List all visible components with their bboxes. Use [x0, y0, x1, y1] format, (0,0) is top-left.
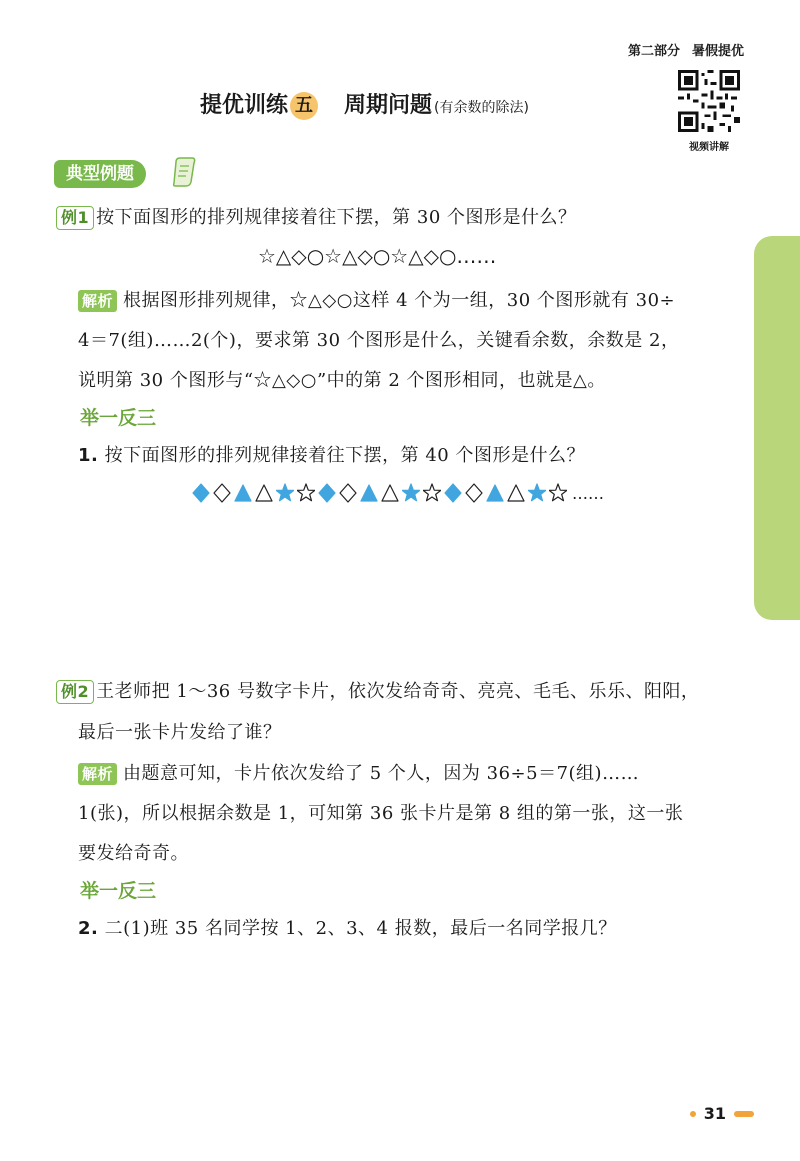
example-1-answer-text-1: 根据图形排列规律，☆△◇○这样 4 个为一组，30 个图形就有 30÷	[123, 290, 676, 311]
diamond-outline-shape	[465, 483, 483, 503]
practice-1-ellipsis: ……	[572, 483, 604, 503]
header-part: 第二部分	[627, 44, 680, 59]
diamond-filled-shape	[444, 483, 462, 503]
practice-1-question	[78, 441, 585, 467]
example-2-answer-text-1: 由题意可知，卡片依次发给了 5 个人，因为 36÷5＝7(组)……	[123, 763, 640, 784]
example-2-answer-line-2: 1(张)，所以根据余数是 1，可知第 36 张卡片是第 8 组的第一张，这一张	[78, 803, 684, 824]
example-2-answer-tag: 解析	[78, 763, 117, 785]
example-1-answer-line-1	[78, 286, 675, 312]
example-1-question-text: 按下面图形的排列规律接着往下摆，第 30 个图形是什么？	[96, 207, 577, 228]
star-filled-shape	[528, 483, 546, 503]
diamond-outline-shape	[213, 483, 231, 503]
diamond-filled-shape	[318, 483, 336, 503]
triangle-outline-shape	[507, 483, 525, 503]
example-2-tag: 例2	[56, 680, 94, 704]
practice-2-question	[78, 914, 617, 940]
practice-1-number: 1.	[78, 445, 99, 466]
triangle-outline-shape	[255, 483, 273, 503]
title-subtitle: (有余数的除法)	[434, 100, 529, 116]
title-number-badge: 五	[290, 92, 318, 120]
example-2-answer-line-3: 要发给奇奇。	[78, 843, 189, 864]
example-1-question	[56, 203, 577, 230]
practice-1-shape-sequence	[192, 482, 604, 504]
diamond-filled-shape	[192, 483, 210, 503]
example-1-answer-line-3: 说明第 30 个图形与“☆△◇○”中的第 2 个图形相同，也就是△。	[78, 370, 606, 391]
star-filled-shape	[402, 483, 420, 503]
title-main: 周期问题	[344, 93, 433, 118]
practice-1-heading: 举一反三	[80, 407, 157, 429]
practice-2-number: 2.	[78, 918, 99, 939]
example-2-answer-line-1	[78, 759, 639, 785]
page-title	[200, 88, 529, 120]
page-number	[690, 1104, 754, 1123]
triangle-filled-shape	[360, 483, 378, 503]
example-2-question-text-1: 王老师把 1～36 号数字卡片，依次发给奇奇、亮亮、毛毛、乐乐、阳阳，	[96, 681, 700, 702]
title-prefix: 提优训练	[200, 93, 289, 118]
section-label: 典型例题	[54, 160, 146, 188]
practice-2-heading: 举一反三	[80, 880, 157, 902]
example-2-question-line-1	[56, 677, 699, 704]
scroll-icon	[172, 156, 198, 188]
qr-caption: 视频讲解	[689, 142, 729, 153]
side-tab	[754, 236, 800, 620]
example-2-question-line-2: 最后一张卡片发给了谁？	[78, 722, 282, 743]
triangle-filled-shape	[234, 483, 252, 503]
example-1-tag: 例1	[56, 206, 94, 230]
header-section: 暑假提优	[691, 44, 744, 59]
star-outline-shape	[297, 483, 315, 503]
page-marker-dot	[690, 1111, 696, 1117]
star-filled-shape	[276, 483, 294, 503]
page-number-text: 31	[703, 1104, 726, 1123]
example-1-answer-tag: 解析	[78, 290, 117, 312]
running-header	[628, 40, 744, 59]
triangle-filled-shape	[486, 483, 504, 503]
example-1-answer-line-2: 4＝7(组)……2(个)，要求第 30 个图形是什么，关键看余数，余数是 2，	[78, 330, 680, 351]
triangle-outline-shape	[381, 483, 399, 503]
star-outline-shape	[549, 483, 567, 503]
page-marker-bar	[734, 1111, 754, 1117]
qr-code-icon[interactable]	[678, 70, 740, 132]
practice-1-question-text: 按下面图形的排列规律接着往下摆，第 40 个图形是什么？	[104, 445, 585, 466]
diamond-outline-shape	[339, 483, 357, 503]
practice-2-question-text: 二(1)班 35 名同学按 1、2、3、4 报数，最后一名同学报几？	[104, 918, 617, 939]
example-1-pattern: ☆△◇○☆△◇○☆△◇○……	[258, 244, 497, 268]
star-outline-shape	[423, 483, 441, 503]
